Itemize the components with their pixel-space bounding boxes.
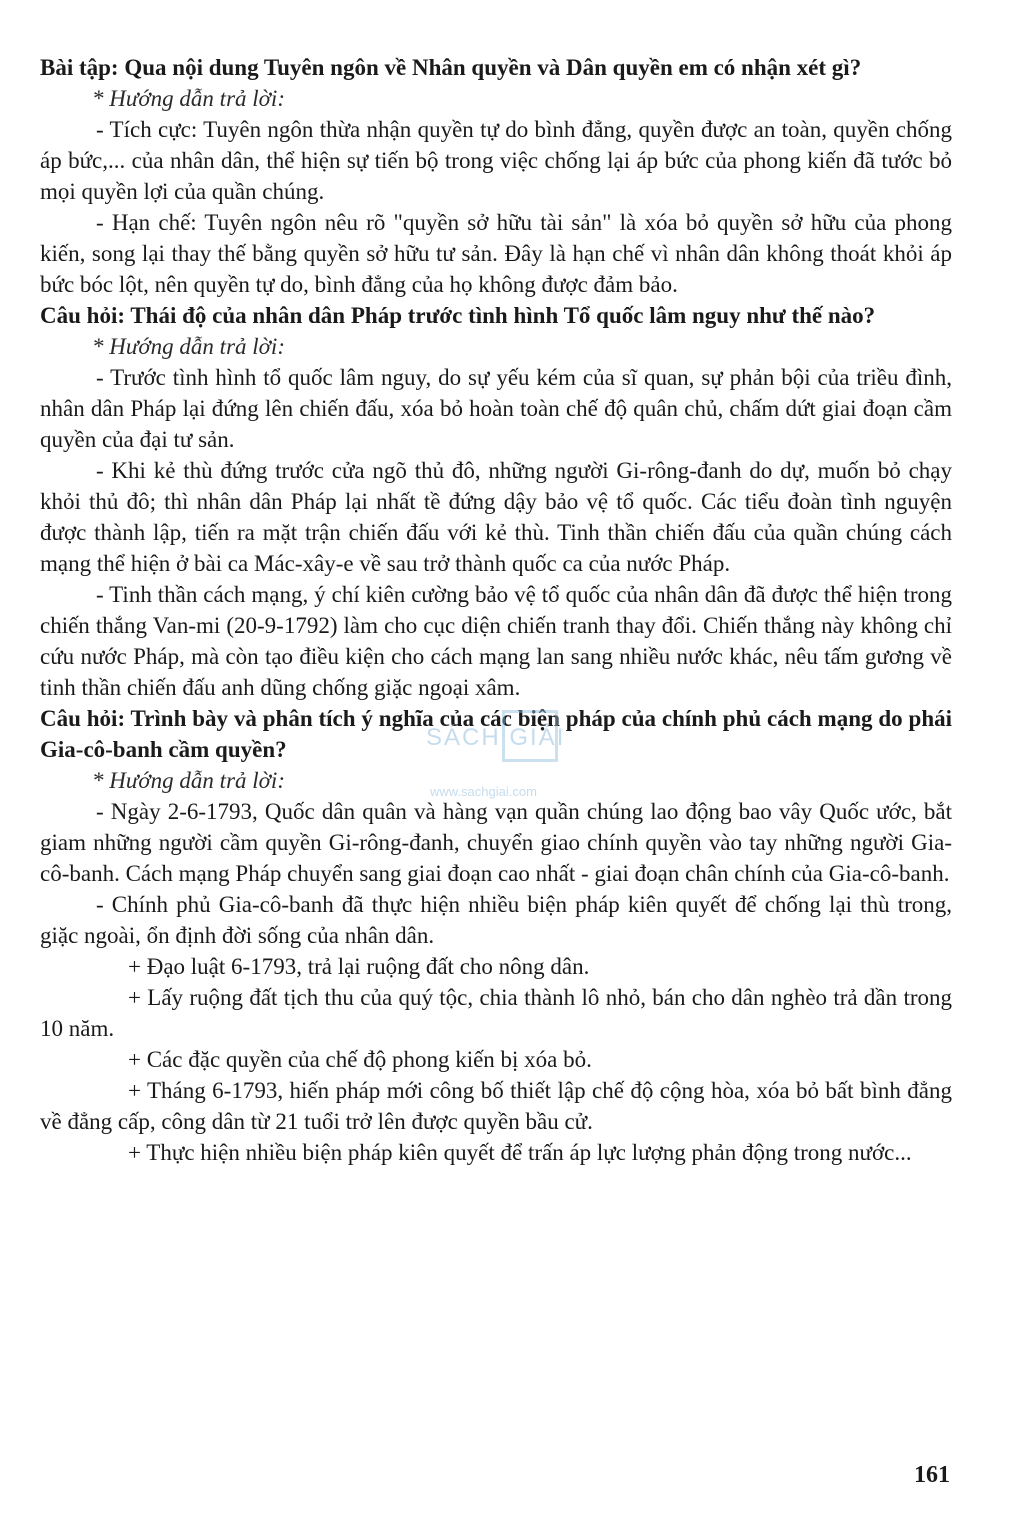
measure-item: + Các đặc quyền của chế độ phong kiến bị xóa bỏ. (128, 1047, 592, 1072)
answer-paragraph: - Tinh thần cách mạng, ý chí kiên cường bảo vệ tổ quốc của nhân dân đã được thể hiện trong chiến thắng Van-mi (20-9-1792) làm cho cục diện chiến tranh thay đổi. Chiến thắng này không chỉ cứu nước Pháp, mà còn tạo điều kiện cho cách mạng lan sang nhiều nước khác, nêu tấm gương về tinh thần chiến đấu anh dũng chống giặc ngoại xâm. (40, 582, 952, 700)
answer-paragraph: - Tích cực: Tuyên ngôn thừa nhận quyền tự do bình đẳng, quyền được an toàn, quyền chống áp bức,... của nhân dân, thể hiện sự tiến bộ trong việc chống lại áp bức của phong kiến đã tước bỏ mọi quyền lợi của quần chúng. (40, 117, 952, 204)
answer-paragraph: - Chính phủ Gia-cô-banh đã thực hiện nhiều biện pháp kiên quyết để chống lại thù trong, giặc ngoài, ổn định đời sống của nhân dân. (40, 892, 952, 948)
measure-item: + Tháng 6-1793, hiến pháp mới công bố thiết lập chế độ cộng hòa, xóa bỏ bất bình đẳng về đẳng cấp, công dân từ 21 tuổi trở lên được quyền bầu cử. (40, 1078, 952, 1134)
question-heading: Bài tập: Qua nội dung Tuyên ngôn về Nhân quyền và Dân quyền em có nhận xét gì? (40, 55, 862, 80)
answer-paragraph: - Hạn chế: Tuyên ngôn nêu rõ "quyền sở hữu tài sản" là xóa bỏ quyền sở hữu của phong kiến, song lại thay thế bằng quyền sở hữu tư sản. Đây là hạn chế vì nhân dân không thoát khỏi áp bức bóc lột, nên quyền tự do, bình đẳng của họ không được đảm bảo. (40, 210, 952, 297)
measure-item: + Lấy ruộng đất tịch thu của quý tộc, chia thành lô nhỏ, bán cho dân nghèo trả dần trong 10 năm. (40, 985, 952, 1041)
watermark-site: www.sachgiai.com (430, 784, 537, 799)
watermark-brand: SÁCH GIẢI (426, 724, 566, 751)
answer-paragraph: - Khi kẻ thù đứng trước cửa ngõ thủ đô, những người Gi-rông-đanh do dự, muốn bỏ chạy khỏi thủ đô; thì nhân dân Pháp lại nhất tề đứng dậy bảo vệ tổ quốc. Các tiểu đoàn tình nguyện được thành lập, tiến ra mặt trận chiến đấu với kẻ thù. Tinh thần chiến đấu của quần chúng cách mạng thể hiện ở bài ca Mác-xây-e về sau trở thành quốc ca của nước Pháp. (40, 458, 952, 576)
answer-hint-label: * Hướng dẫn trả lời: (92, 334, 285, 359)
question-heading: Câu hỏi: Thái độ của nhân dân Pháp trước tình hình Tổ quốc lâm nguy như thế nào? (40, 303, 876, 328)
measure-item: + Thực hiện nhiều biện pháp kiên quyết để trấn áp lực lượng phản động trong nước... (128, 1140, 912, 1165)
answer-paragraph: - Trước tình hình tổ quốc lâm nguy, do sự yếu kém của sĩ quan, sự phản bội của triều đình, nhân dân Pháp lại đứng lên chiến đấu, xóa bỏ hoàn toàn chế độ quân chủ, chấm dứt giai đoạn cầm quyền của đại tư sản. (40, 365, 952, 452)
measure-item: + Đạo luật 6-1793, trả lại ruộng đất cho nông dân. (128, 954, 590, 979)
answer-paragraph: - Ngày 2-6-1793, Quốc dân quân và hàng vạn quần chúng lao động bao vây Quốc ước, bắt giam những người cầm quyền Gi-rông-đanh, chuyển giao chính quyền vào tay những người Gia-cô-banh. Cách mạng Pháp chuyển sang giai đoạn cao nhất - giai đoạn chân chính của Gia-cô-banh. (40, 799, 952, 886)
answer-hint-label: * Hướng dẫn trả lời: (92, 768, 285, 793)
answer-hint-label: * Hướng dẫn trả lời: (92, 86, 285, 111)
page-content (40, 52, 952, 1168)
page-number: 161 (914, 1462, 950, 1488)
question-heading: Câu hỏi: Trình bày và phân tích ý nghĩa của các biện pháp của chính phủ cách mạng do phái Gia-cô-banh cầm quyền? (40, 706, 952, 762)
